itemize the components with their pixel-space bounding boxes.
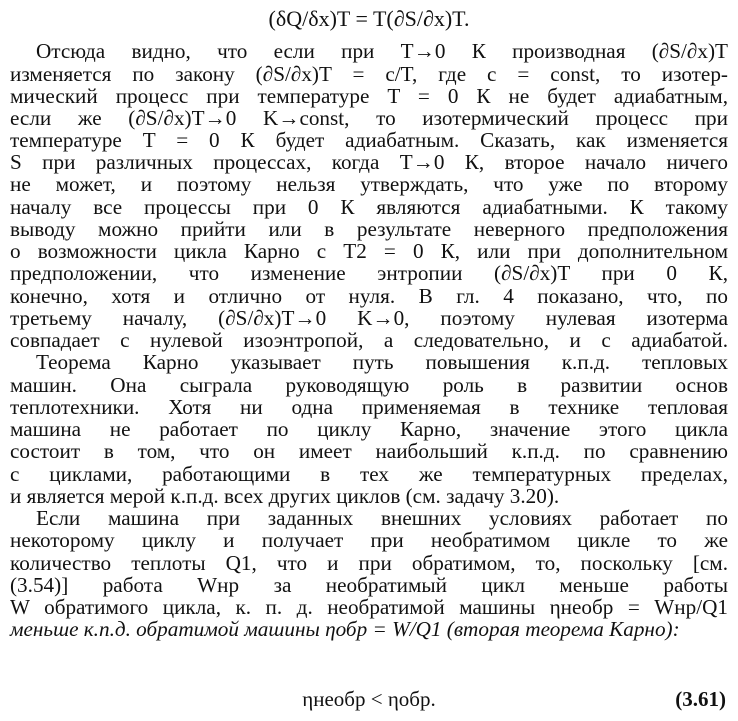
text-line: Отсюда видно, что если при T→0 К производная (∂S/∂x)T xyxy=(36,39,728,63)
text-line: состоит в том, что он имеет наибольший к.п.д. по сравнению xyxy=(10,439,728,463)
text-line: S при различных процессах, когда T→0 К, второе начало ничего xyxy=(10,150,728,174)
text-line: предположении, что изменение энтропии (∂S/∂x)T при 0 К, xyxy=(10,261,728,285)
bottom-equation: ηнеобр < ηобр. xyxy=(302,687,436,711)
text-line: Теорема Карно указывает путь повышения к.п.д. тепловых xyxy=(36,350,728,374)
text-line: не может, и поэтому нельзя утверждать, что уже по второму xyxy=(10,172,728,196)
text-line: теплотехники. Хотя ни одна применяемая в технике тепловая xyxy=(10,395,728,419)
text-line: конечно, хотя и отлично от нуля. В гл. 4 показано, что, по xyxy=(10,284,728,308)
text-line: изменяется по закону (∂S/∂x)T = c/T, где c = const, то изотер- xyxy=(10,62,728,86)
equation-number: (3.61) xyxy=(675,687,726,711)
text-line: совпадает с нулевой изоэнтропой, а следовательно, и с адиабатой. xyxy=(10,328,728,352)
text-line: машин. Она сыграла руководящую роль в развитии основ xyxy=(10,373,728,397)
text-line: количество теплоты Q1, что и при обратимом, то, поскольку [см. xyxy=(10,551,728,575)
bottom-equation-row xyxy=(10,684,728,714)
text-line: о возможности цикла Карно с T2 = 0 К, или при дополнительном xyxy=(10,239,728,263)
text-line: и является мерой к.п.д. всех других циклов (см. задачу 3.20). xyxy=(10,484,560,508)
text-line: (3.54)] работа Wнр за необратимый цикл меньше работы xyxy=(10,573,728,597)
text-line: началу все процессы при 0 К являются адиабатными. К такому xyxy=(10,195,728,219)
text-line: W обратимого цикла, к. п. д. необратимой машины ηнеобр = Wнр/Q1 xyxy=(10,595,728,619)
text-line: выводу можно прийти или в результате неверного предположения xyxy=(10,217,728,241)
page xyxy=(10,0,728,721)
text-line: машина не работает по циклу Карно, значение этого цикла xyxy=(10,417,728,441)
text-line: меньше к.п.д. обратимой машины ηобр = W/Q1 (вторая теорема Карно): xyxy=(10,617,680,641)
text-line: температуре T = 0 К будет адиабатным. Сказать, как изменяется xyxy=(10,128,728,152)
text-line: третьему началу, (∂S/∂x)T→0 K→0, поэтому нулевая изотерма xyxy=(10,306,728,330)
text-line: мический процесс при температуре T = 0 К не будет адиабатным, xyxy=(10,84,728,108)
text-line: если же (∂S/∂x)T→0 K→const, то изотермический процесс при xyxy=(10,106,728,130)
text-line: Если машина при заданных внешних условиях работает по xyxy=(36,506,728,530)
text-line: с циклами, работающими в тех же температурных пределах, xyxy=(10,462,728,486)
text-line: некоторому циклу и получает при необратимом цикле то же xyxy=(10,528,728,552)
top-equation: (δQ/δx)T = T(∂S/∂x)T. xyxy=(268,6,470,31)
